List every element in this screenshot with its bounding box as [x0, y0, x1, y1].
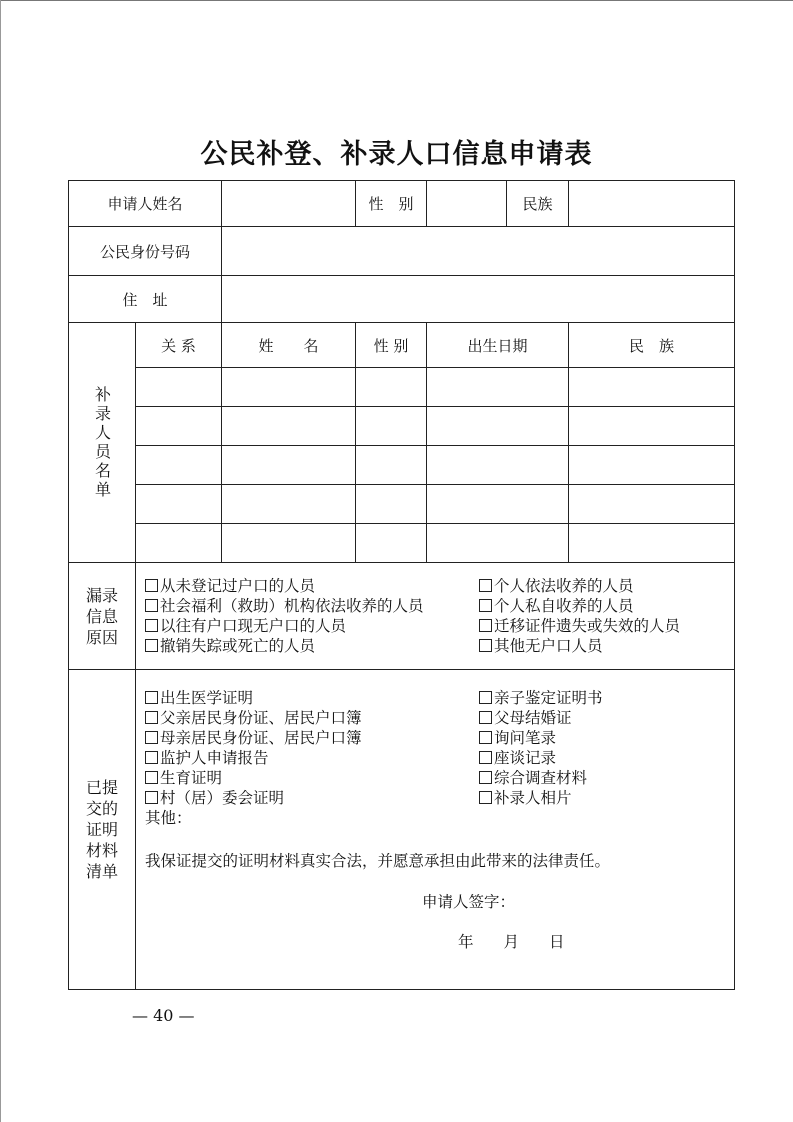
pledge-text: 我保证提交的证明材料真实合法，并愿意承担由此带来的法律责任。 — [145, 852, 611, 870]
roster-cell-birthdate[interactable] — [427, 485, 569, 524]
checkbox-icon[interactable] — [145, 619, 158, 632]
roster-row — [69, 485, 735, 524]
materials-side-label: 已提 交的 证明 材料 清单 — [69, 670, 136, 990]
reason-option[interactable]: 从未登记过户口的人员 — [145, 576, 475, 596]
roster-cell-birthdate[interactable] — [427, 524, 569, 563]
reason-option[interactable]: 个人私自收养的人员 — [479, 596, 734, 616]
material-option[interactable]: 父亲居民身份证、居民户口簿 — [145, 708, 475, 728]
signature-label[interactable]: 申请人签字： — [422, 893, 516, 911]
checkbox-icon[interactable] — [479, 691, 492, 704]
roster-cell-gender[interactable] — [356, 407, 427, 446]
roster-cell-gender[interactable] — [356, 368, 427, 407]
materials-content — [136, 670, 735, 990]
ethnicity-label: 民族 — [507, 181, 569, 227]
checkbox-icon[interactable] — [145, 711, 158, 724]
materials-row — [69, 670, 735, 990]
form-title: 公民补登、补录人口信息申请表 — [200, 139, 593, 170]
checkbox-icon[interactable] — [145, 791, 158, 804]
checkbox-icon[interactable] — [145, 691, 158, 704]
checkbox-icon[interactable] — [479, 791, 492, 804]
address-row — [69, 276, 735, 323]
ethnicity-field[interactable] — [569, 181, 735, 227]
checkbox-icon[interactable] — [145, 771, 158, 784]
id-number-label: 公民身份号码 — [69, 227, 222, 276]
checkbox-icon[interactable] — [479, 731, 492, 744]
checkbox-icon[interactable] — [145, 751, 158, 764]
roster-row — [69, 368, 735, 407]
roster-cell-name[interactable] — [222, 485, 356, 524]
material-option[interactable]: 母亲居民身份证、居民户口簿 — [145, 728, 475, 748]
checkbox-icon[interactable] — [145, 731, 158, 744]
roster-col-birthdate: 出生日期 — [427, 323, 569, 368]
roster-cell-gender[interactable] — [356, 446, 427, 485]
material-option[interactable]: 监护人申请报告 — [145, 748, 475, 768]
reason-option[interactable]: 以往有户口现无户口的人员 — [145, 616, 475, 636]
checkbox-icon[interactable] — [479, 619, 492, 632]
roster-row — [69, 407, 735, 446]
roster-cell-birthdate[interactable] — [427, 407, 569, 446]
roster-row — [69, 524, 735, 563]
checkbox-icon[interactable] — [145, 639, 158, 652]
roster-cell-name[interactable] — [222, 407, 356, 446]
address-label: 住 址 — [69, 276, 222, 323]
reason-option[interactable]: 撤销失踪或死亡的人员 — [145, 636, 475, 656]
reason-option[interactable]: 迁移证件遗失或失效的人员 — [479, 616, 734, 636]
material-option[interactable]: 补录人相片 — [479, 788, 734, 808]
material-option[interactable]: 生育证明 — [145, 768, 475, 788]
applicant-name-label: 申请人姓名 — [69, 181, 222, 227]
reasons-side-label: 漏录 信息 原因 — [69, 563, 136, 670]
checkbox-icon[interactable] — [479, 599, 492, 612]
material-option[interactable]: 亲子鉴定证明书 — [479, 688, 734, 708]
other-label[interactable]: 其他： — [145, 809, 192, 827]
applicant-row — [69, 181, 735, 227]
material-option[interactable]: 综合调查材料 — [479, 768, 734, 788]
page-edge-top — [0, 0, 793, 1]
applicant-name-field[interactable] — [222, 181, 356, 227]
date-line[interactable]: 年 月 日 — [458, 933, 565, 951]
roster-cell-relation[interactable] — [136, 368, 222, 407]
checkbox-icon[interactable] — [479, 579, 492, 592]
material-option[interactable]: 座谈记录 — [479, 748, 734, 768]
roster-cell-relation[interactable] — [136, 524, 222, 563]
checkbox-icon[interactable] — [479, 771, 492, 784]
roster-cell-name[interactable] — [222, 368, 356, 407]
roster-col-name: 姓 名 — [222, 323, 356, 368]
roster-cell-ethnicity[interactable] — [569, 524, 735, 563]
roster-row — [69, 446, 735, 485]
roster-cell-ethnicity[interactable] — [569, 407, 735, 446]
page-number: — 40 — — [132, 1006, 195, 1025]
reasons-options — [136, 563, 735, 670]
material-option[interactable]: 父母结婚证 — [479, 708, 734, 728]
checkbox-icon[interactable] — [479, 751, 492, 764]
checkbox-icon[interactable] — [145, 579, 158, 592]
roster-cell-relation[interactable] — [136, 407, 222, 446]
roster-cell-name[interactable] — [222, 446, 356, 485]
roster-cell-ethnicity[interactable] — [569, 446, 735, 485]
roster-side-label: 补录人员名单 — [69, 323, 136, 563]
material-option[interactable]: 出生医学证明 — [145, 688, 475, 708]
roster-cell-gender[interactable] — [356, 524, 427, 563]
roster-cell-ethnicity[interactable] — [569, 368, 735, 407]
roster-header-row — [69, 323, 735, 368]
address-field[interactable] — [222, 276, 735, 323]
roster-cell-relation[interactable] — [136, 485, 222, 524]
reasons-row — [69, 563, 735, 670]
gender-field[interactable] — [427, 181, 507, 227]
reason-option[interactable]: 个人依法收养的人员 — [479, 576, 734, 596]
roster-col-ethnicity: 民 族 — [569, 323, 735, 368]
roster-cell-birthdate[interactable] — [427, 368, 569, 407]
roster-cell-name[interactable] — [222, 524, 356, 563]
checkbox-icon[interactable] — [145, 599, 158, 612]
material-option[interactable]: 村（居）委会证明 — [145, 788, 475, 808]
roster-col-gender: 性 别 — [356, 323, 427, 368]
roster-cell-ethnicity[interactable] — [569, 485, 735, 524]
id-number-field[interactable] — [222, 227, 735, 276]
material-option[interactable]: 询问笔录 — [479, 728, 734, 748]
application-form-table — [68, 180, 735, 990]
checkbox-icon[interactable] — [479, 639, 492, 652]
roster-cell-birthdate[interactable] — [427, 446, 569, 485]
gender-label: 性 别 — [356, 181, 427, 227]
roster-cell-relation[interactable] — [136, 446, 222, 485]
id-number-row — [69, 227, 735, 276]
reason-option[interactable]: 社会福利（救助）机构依法收养的人员 — [145, 596, 475, 616]
reason-option[interactable]: 其他无户口人员 — [479, 636, 734, 656]
roster-col-relation: 关 系 — [136, 323, 222, 368]
checkbox-icon[interactable] — [479, 711, 492, 724]
roster-cell-gender[interactable] — [356, 485, 427, 524]
